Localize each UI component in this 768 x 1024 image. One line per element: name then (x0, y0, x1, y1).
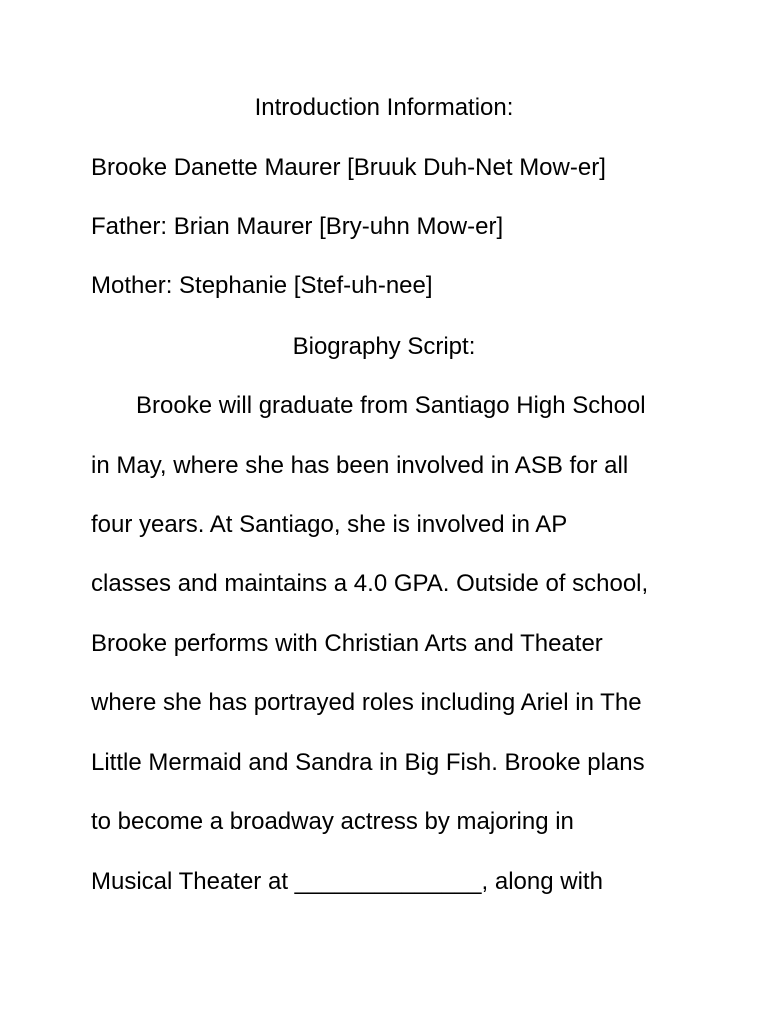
bio-heading: Biography Script: (292, 333, 476, 360)
name-line: Brooke Danette Maurer [Bruuk Duh-Net Mow-er] (91, 154, 606, 181)
bio-line: to become a broadway actress by majoring in (91, 808, 574, 835)
bio-line: four years. At Santiago, she is involved in AP (91, 511, 568, 538)
bio-line: Musical Theater at ______________, along with (91, 868, 603, 895)
bio-line: classes and maintains a 4.0 GPA. Outside of school, (91, 570, 649, 597)
mother-line: Mother: Stephanie [Stef-uh-nee] (91, 272, 433, 299)
intro-heading: Introduction Information: (254, 94, 514, 121)
bio-line: Little Mermaid and Sandra in Big Fish. Brooke plans (91, 749, 645, 776)
bio-line: Brooke performs with Christian Arts and Theater (91, 630, 603, 657)
bio-line: in May, where she has been involved in ASB for all (91, 452, 629, 479)
bio-line: Brooke will graduate from Santiago High School (136, 392, 646, 419)
bio-line: where she has portrayed roles including Ariel in The (91, 689, 642, 716)
father-line: Father: Brian Maurer [Bry-uhn Mow-er] (91, 213, 504, 240)
